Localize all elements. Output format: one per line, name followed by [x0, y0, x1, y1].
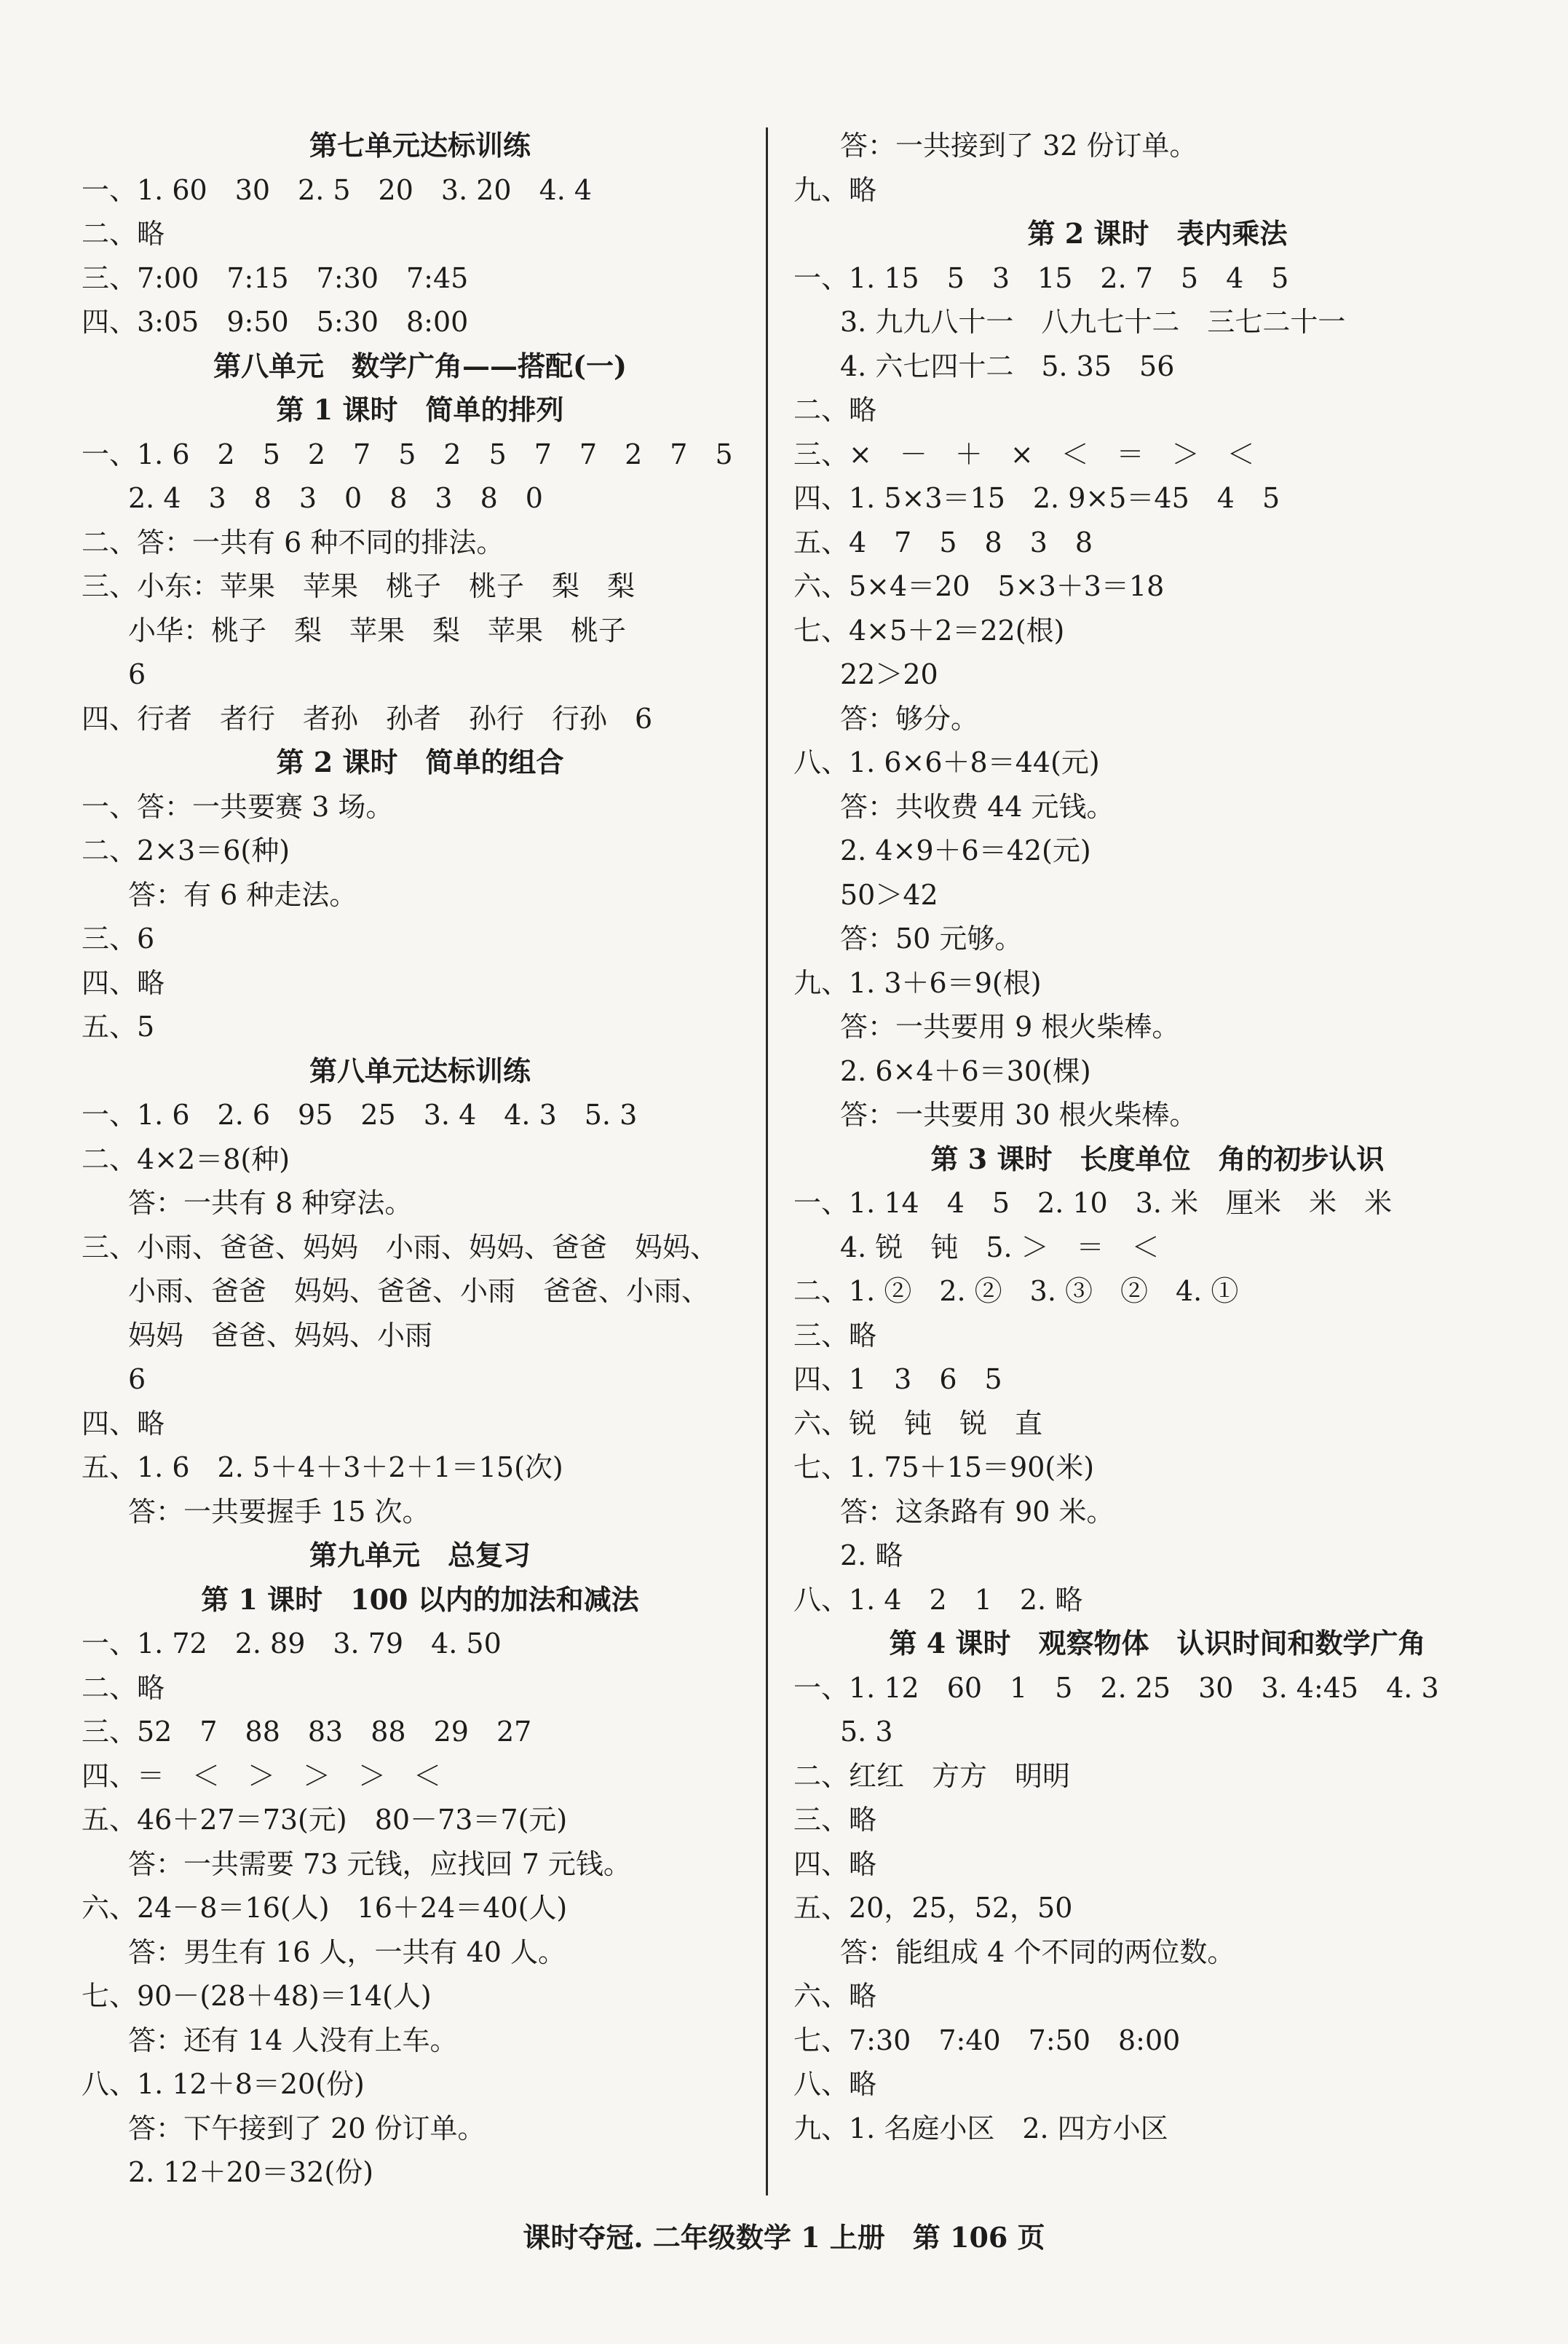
- answer-line: 22＞20: [840, 658, 938, 690]
- answer-line: 六、锐 钝 锐 直: [793, 1407, 1043, 1440]
- answer-line: 6: [128, 658, 146, 690]
- answer-line: 妈妈 爸爸、妈妈、小雨: [128, 1319, 433, 1351]
- answer-line: 4. 六七四十二 5. 35 56: [840, 350, 1175, 382]
- answer-line: 二、红红 方方 明明: [793, 1759, 1071, 1792]
- answer-line: 九、1. 3＋6＝9(根): [793, 966, 1042, 999]
- answer-line: 七、7:30 7:40 7:50 8:00: [793, 2024, 1181, 2056]
- answer-line: 四、略: [82, 966, 165, 999]
- answer-line: 答：一共需要 73 元钱，应找回 7 元钱。: [128, 1847, 631, 1880]
- answer-line: 答：50 元够。: [840, 923, 1023, 955]
- answer-line: 2. 略: [840, 1539, 903, 1571]
- answer-line: 50＞42: [840, 878, 938, 911]
- answer-line: 答：下午接到了 20 份订单。: [128, 2112, 486, 2144]
- answer-line: 三、小东：苹果 苹果 桃子 桃子 梨 梨: [82, 570, 635, 602]
- answer-line: 八、略: [793, 2068, 877, 2100]
- answer-line: 一、1. 15 5 3 15 2. 7 5 4 5: [793, 261, 1289, 294]
- answer-line: 二、1. ② 2. ② 3. ③ ② 4. ①: [793, 1275, 1239, 1307]
- answer-line: 四、略: [82, 1407, 165, 1440]
- answer-line: 5. 3: [840, 1716, 893, 1748]
- page-footer: 课时夺冠. 二年级数学 1 上册 第 106 页: [523, 2221, 1045, 2254]
- answer-line: 六、5×4＝20 5×3＋3＝18: [793, 570, 1165, 602]
- answer-line: 一、1. 72 2. 89 3. 79 4. 50: [82, 1627, 502, 1660]
- answer-line: 八、1. 4 2 1 2. 略: [793, 1583, 1083, 1616]
- answer-line: 二、4×2＝8(种): [82, 1143, 290, 1175]
- answer-line: 2. 12＋20＝32(份): [128, 2156, 374, 2188]
- answer-line: 答：一共要用 9 根火柴棒。: [840, 1011, 1180, 1043]
- answer-line: 一、1. 60 30 2. 5 20 3. 20 4. 4: [82, 173, 593, 206]
- answer-line: 六、24－8＝16(人) 16＋24＝40(人): [82, 1892, 568, 1924]
- answer-line: 2. 4 3 8 3 0 8 3 8 0: [128, 482, 543, 514]
- answer-line: 五、4 7 5 8 3 8: [793, 526, 1093, 559]
- section-heading: 第九单元 总复习: [309, 1539, 531, 1571]
- answer-line: 3. 九九八十一 八九七十二 三七二十一: [840, 306, 1346, 338]
- answer-line: 七、1. 75＋15＝90(米): [793, 1451, 1095, 1483]
- answer-line: 二、答：一共有 6 种不同的排法。: [82, 526, 504, 559]
- answer-line: 4. 锐 钝 5. ＞ ＝ ＜: [840, 1231, 1160, 1263]
- answer-line: 2. 6×4＋6＝30(棵): [840, 1054, 1091, 1087]
- answer-line: 二、略: [82, 218, 165, 250]
- answer-line: 八、1. 12＋8＝20(份): [82, 2068, 365, 2100]
- answer-line: 四、1 3 6 5: [793, 1363, 1002, 1395]
- answer-line: 七、4×5＋2＝22(根): [793, 614, 1065, 647]
- answer-line: 答：还有 14 人没有上车。: [128, 2024, 458, 2056]
- answer-line: 三、× － ＋ × ＜ ＝ ＞ ＜: [793, 438, 1255, 470]
- answer-line: 二、2×3＝6(种): [82, 834, 290, 867]
- answer-line: 二、略: [82, 1671, 165, 1704]
- right-column: [793, 124, 1521, 2150]
- answer-line: 答：有 6 种走法。: [128, 878, 357, 911]
- answer-line: 四、行者 者行 者孙 孙者 孙行 行孙 6: [82, 702, 653, 735]
- answer-line: 答：一共接到了 32 份订单。: [840, 130, 1197, 162]
- answer-line: 一、1. 6 2 5 2 7 5 2 5 7 7 2 7 5: [82, 438, 733, 470]
- answer-line: 九、1. 名庭小区 2. 四方小区: [793, 2112, 1168, 2144]
- answer-line: 四、略: [793, 1847, 877, 1880]
- answer-line: 五、46＋27＝73(元) 80－73＝7(元): [82, 1804, 568, 1836]
- left-column: [82, 124, 759, 2195]
- answer-line: 答：男生有 16 人，一共有 40 人。: [128, 1935, 566, 1968]
- section-heading: 第 4 课时 观察物体 认识时间和数学广角: [889, 1627, 1426, 1660]
- answer-line: 小华：桃子 梨 苹果 梨 苹果 桃子: [128, 614, 627, 647]
- answer-line: 答：这条路有 90 米。: [840, 1495, 1114, 1528]
- column-divider: [766, 127, 768, 2195]
- answer-line: 三、52 7 88 83 88 29 27: [82, 1716, 532, 1748]
- section-heading: 第 3 课时 长度单位 角的初步认识: [930, 1142, 1385, 1175]
- answer-line: 一、1. 6 2. 6 95 25 3. 4 4. 3 5. 3: [82, 1099, 638, 1131]
- answer-line: 二、略: [793, 394, 877, 426]
- answer-line: 四、＝ ＜ ＞ ＞ ＞ ＜: [82, 1759, 442, 1792]
- answer-line: 六、略: [793, 1980, 877, 2012]
- section-heading: 第 1 课时 简单的排列: [276, 393, 564, 426]
- answer-line: 答：一共有 8 种穿法。: [128, 1187, 413, 1219]
- section-heading: 第七单元达标训练: [309, 129, 531, 162]
- answer-line: 一、1. 12 60 1 5 2. 25 30 3. 4:45 4. 3: [793, 1671, 1439, 1704]
- section-heading: 第八单元达标训练: [309, 1054, 531, 1087]
- section-heading: 第八单元 数学广角——搭配(一): [213, 349, 627, 382]
- answer-line: 三、略: [793, 1319, 877, 1351]
- answer-line: 八、1. 6×6＋8＝44(元): [793, 746, 1100, 778]
- section-heading: 第 1 课时 100 以内的加法和减法: [201, 1582, 639, 1616]
- answer-line: 五、5: [82, 1011, 155, 1043]
- answer-line: 答：能组成 4 个不同的两位数。: [840, 1935, 1235, 1968]
- section-heading: 第 2 课时 表内乘法: [1027, 217, 1288, 250]
- answer-line: 五、20，25，52，50: [793, 1892, 1073, 1924]
- section-heading: 第 2 课时 简单的组合: [276, 746, 564, 778]
- answer-line: 答：共收费 44 元钱。: [840, 790, 1114, 823]
- answer-line: 四、1. 5×3＝15 2. 9×5＝45 4 5: [793, 482, 1280, 514]
- answer-line: 七、90－(28＋48)＝14(人): [82, 1980, 432, 2012]
- answer-line: 五、1. 6 2. 5＋4＋3＋2＋1＝15(次): [82, 1451, 563, 1483]
- answer-line: 三、略: [793, 1804, 877, 1836]
- answer-line: 答：一共要用 30 根火柴棒。: [840, 1099, 1197, 1131]
- answer-line: 九、略: [793, 173, 877, 206]
- answer-line: 四、3:05 9:50 5:30 8:00: [82, 306, 469, 338]
- answer-line: 三、小雨、爸爸、妈妈 小雨、妈妈、爸爸 妈妈、: [82, 1231, 718, 1263]
- answer-line: 2. 4×9＋6＝42(元): [840, 834, 1091, 867]
- answer-line: 一、1. 14 4 5 2. 10 3. 米 厘米 米 米: [793, 1187, 1393, 1219]
- answer-line: 6: [128, 1363, 146, 1395]
- answer-line: 三、6: [82, 923, 155, 955]
- answer-line: 三、7:00 7:15 7:30 7:45: [82, 261, 469, 294]
- answer-line: 答：够分。: [840, 702, 979, 735]
- answer-line: 小雨、爸爸 妈妈、爸爸、小雨 爸爸、小雨、: [128, 1275, 710, 1307]
- answer-line: 一、答：一共要赛 3 场。: [82, 790, 394, 823]
- answer-line: 答：一共要握手 15 次。: [128, 1495, 430, 1528]
